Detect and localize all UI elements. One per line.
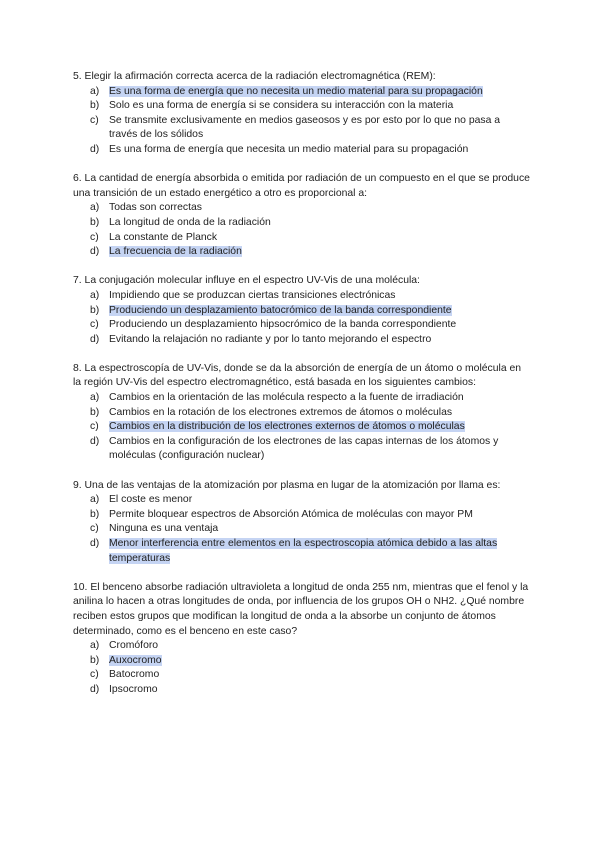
option-text: Produciendo un desplazamiento hipsocrómico de la banda correspondiente xyxy=(109,319,457,331)
option-text: La longitud de onda de la radiación xyxy=(109,216,271,228)
option-text: Ninguna es una ventaja xyxy=(109,523,219,535)
option-letter: a) xyxy=(90,640,100,652)
option-d xyxy=(90,333,530,348)
option-b xyxy=(90,99,530,114)
option-letter: a) xyxy=(90,202,100,214)
option-b xyxy=(90,304,530,319)
option-d xyxy=(90,537,530,566)
option-text: Evitando la relajación no radiante y por lo tanto mejorando el espectro xyxy=(109,333,432,345)
option-b xyxy=(90,508,530,523)
option-list xyxy=(73,639,530,697)
option-text-highlighted: Auxocromo xyxy=(109,654,162,666)
question-text: 5. Elegir la afirmación correcta acerca de la radiación electromagnética (REM): xyxy=(73,71,436,82)
option-letter: a) xyxy=(90,85,100,97)
option-letter: c) xyxy=(90,231,99,243)
question-text: 10. El benceno absorbe radiación ultravioleta a longitud de onda 255 nm, mientras que el fenol y la anilina lo hacen a otras longitudes de onda, por influencia de los grupos OH o NH2. ¿Qué nombre reciben estos grupos que modifican la longitud de onda a la absorbe un conjunto de átomos determinado, como es el benceno en este caso? xyxy=(73,581,529,637)
option-a xyxy=(90,639,530,654)
option-letter: d) xyxy=(90,538,100,549)
option-list xyxy=(73,391,530,464)
option-text: Cambios en la orientación de las molécula respecto a la fuente de irradiación xyxy=(109,392,464,404)
option-letter: d) xyxy=(90,333,100,345)
option-c xyxy=(90,231,530,246)
option-text: Se transmite exclusivamente en medios gaseosos y es por esto por lo que no pasa a través de los sólidos xyxy=(109,114,501,141)
option-d xyxy=(90,245,530,260)
option-text: Cambios en la rotación de los electrones extremos de átomos o moléculas xyxy=(109,406,453,418)
option-a xyxy=(90,201,530,216)
option-letter: b) xyxy=(90,406,100,418)
option-letter: c) xyxy=(90,319,99,331)
option-letter: c) xyxy=(90,669,99,681)
option-text: Impidiendo que se produzcan ciertas transiciones electrónicas xyxy=(109,289,396,301)
option-b xyxy=(90,654,530,669)
option-c xyxy=(90,522,530,537)
option-c xyxy=(90,420,530,435)
option-text-highlighted: Cambios en la distribución de los electrones externos de átomos o moléculas xyxy=(109,421,465,433)
option-text-highlighted: La frecuencia de la radiación xyxy=(109,246,242,258)
option-text-highlighted: Produciendo un desplazamiento batocrómico de la banda correspondiente xyxy=(109,304,452,316)
option-letter: a) xyxy=(90,392,100,404)
option-text: Todas son correctas xyxy=(109,202,202,214)
option-text: La constante de Planck xyxy=(109,231,218,243)
option-text: Permite bloquear espectros de Absorción Atómica de moléculas con mayor PM xyxy=(109,508,473,520)
option-letter: c) xyxy=(90,523,99,535)
option-d xyxy=(90,435,530,464)
option-d xyxy=(90,143,530,158)
option-list xyxy=(73,85,530,158)
question-6 xyxy=(73,172,530,260)
option-letter: d) xyxy=(90,143,100,155)
option-list xyxy=(73,289,530,347)
option-letter: b) xyxy=(90,100,100,112)
option-text: Solo es una forma de energía si se considera su interacción con la materia xyxy=(109,100,454,112)
option-text: Es una forma de energía que necesita un medio material para su propagación xyxy=(109,143,469,155)
question-text: 7. La conjugación molecular influye en el espectro UV-Vis de una molécula: xyxy=(73,275,420,287)
option-letter: b) xyxy=(90,216,100,228)
question-8 xyxy=(73,362,530,464)
option-b xyxy=(90,406,530,421)
question-text: 9. Una de las ventajas de la atomización por plasma en lugar de la atomización por llama es: xyxy=(73,479,501,491)
question-9 xyxy=(73,479,530,567)
option-text-highlighted: Es una forma de energía que no necesita un medio material para su propagación xyxy=(109,85,483,97)
option-text: El coste es menor xyxy=(109,494,193,506)
option-letter: b) xyxy=(90,304,100,316)
option-text: Cambios en la configuración de los electrones de las capas internas de los átomos y moléculas (configuración nuclear) xyxy=(109,435,499,462)
option-a xyxy=(90,391,530,406)
option-a xyxy=(90,289,530,304)
option-list xyxy=(73,493,530,566)
option-c xyxy=(90,668,530,683)
question-text: 6. La cantidad de energía absorbida o emitida por radiación de un compuesto en el que se produce una transición de un estado energético a otro es proporcional a: xyxy=(73,173,530,199)
option-text: Batocromo xyxy=(109,669,160,681)
option-letter: a) xyxy=(90,289,100,301)
option-text-highlighted: Menor interferencia entre elementos en la espectroscopia atómica debido a las altas temperaturas xyxy=(109,538,498,564)
option-d xyxy=(90,683,530,698)
option-letter: d) xyxy=(90,435,100,447)
option-list xyxy=(73,201,530,259)
option-c xyxy=(90,318,530,333)
option-letter: d) xyxy=(90,246,100,258)
option-a xyxy=(90,85,530,100)
option-letter: c) xyxy=(90,421,99,433)
option-text: Cromóforo xyxy=(109,640,159,652)
option-text: Ipsocromo xyxy=(109,683,158,695)
option-letter: c) xyxy=(90,114,99,126)
option-c xyxy=(90,114,530,143)
option-letter: a) xyxy=(90,494,100,506)
question-10 xyxy=(73,581,530,698)
option-b xyxy=(90,216,530,231)
question-text: 8. La espectroscopía de UV-Vis, donde se da la absorción de energía de un átomo o molécula en la región UV-Vis del espectro electromagnético, está basada en los siguientes cambios: xyxy=(73,362,522,389)
option-letter: b) xyxy=(90,508,100,520)
option-a xyxy=(90,493,530,508)
option-letter: b) xyxy=(90,654,100,666)
question-7 xyxy=(73,274,530,347)
question-5 xyxy=(73,70,530,158)
option-letter: d) xyxy=(90,683,100,695)
